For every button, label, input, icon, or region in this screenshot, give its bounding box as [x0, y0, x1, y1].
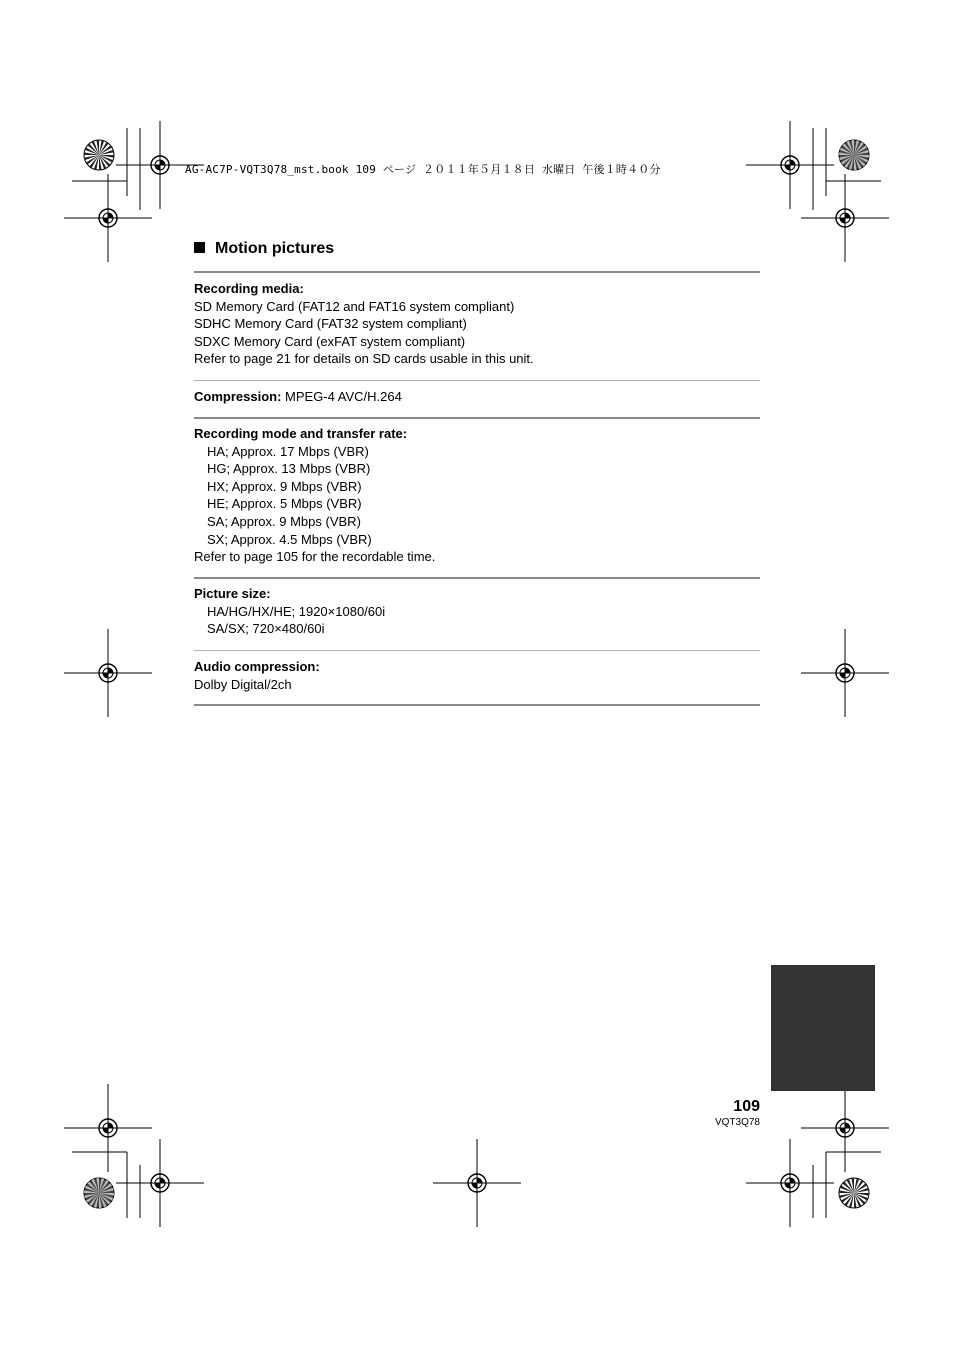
crosshair-target-icon [746, 1139, 834, 1227]
crosshair-target-icon [746, 121, 834, 209]
spec-item: SA; Approx. 9 Mbps (VBR) [207, 513, 361, 529]
spec-picture-size [194, 585, 760, 638]
spec-line: Refer to page 21 for details on SD cards usable in this unit. [194, 351, 534, 367]
spec-value: MPEG-4 AVC/H.264 [281, 389, 402, 404]
divider [194, 271, 760, 273]
crosshair-target-icon [801, 1084, 889, 1172]
starburst-wheel-icon [839, 1178, 869, 1208]
crosshair-target-icon [433, 1139, 521, 1227]
section-title: Motion pictures [215, 240, 335, 257]
spec-label: Compression: [194, 389, 282, 404]
spec-label: Recording mode and transfer rate: [194, 426, 408, 441]
spec-item: SA/SX; 720×480/60i [207, 621, 325, 637]
crosshair-target-icon [64, 174, 152, 262]
crosshair-target-icon [64, 629, 152, 717]
starburst-wheel-icon [84, 140, 114, 170]
spec-label: Audio compression: [194, 659, 320, 674]
spec-item: SX; Approx. 4.5 Mbps (VBR) [207, 531, 372, 547]
spec-item: HX; Approx. 9 Mbps (VBR) [207, 478, 362, 494]
divider [194, 417, 760, 419]
square-bullet-icon [194, 242, 205, 253]
crosshair-target-icon [116, 1139, 204, 1227]
divider [194, 577, 760, 579]
doc-code: VQT3Q78 [714, 1117, 760, 1128]
crosshair-target-icon [64, 1084, 152, 1172]
spec-label: Picture size: [194, 586, 271, 601]
crosshair-target-icon [801, 629, 889, 717]
spec-line: SD Memory Card (FAT12 and FAT16 system compliant) [194, 298, 515, 314]
crosshair-target-icon [801, 174, 889, 262]
print-header: AG-AC7P-VQT3Q78_mst.book 109 ページ ２０１１年５月１８日 水曜日 午後１時４０分 [185, 163, 661, 176]
divider [194, 650, 760, 651]
spec-line: SDHC Memory Card (FAT32 system compliant) [194, 316, 467, 332]
spec-note: Refer to page 105 for the recordable time. [194, 549, 436, 565]
spec-item: HA/HG/HX/HE; 1920×1080/60i [207, 603, 386, 619]
page-number: 109 [733, 1098, 760, 1115]
starburst-wheel-icon [839, 140, 869, 170]
spec-line: SDXC Memory Card (exFAT system compliant) [194, 333, 466, 349]
spec-compression [194, 388, 760, 406]
spec-recording-mode [194, 425, 760, 566]
section-heading [194, 240, 334, 258]
starburst-wheel-icon [84, 1178, 114, 1208]
divider [194, 380, 760, 381]
spec-item: HA; Approx. 17 Mbps (VBR) [207, 443, 369, 459]
divider [194, 704, 760, 706]
spec-item: HE; Approx. 5 Mbps (VBR) [207, 496, 362, 512]
section-tab-block [771, 965, 875, 1091]
spec-audio-compression [194, 658, 760, 693]
spec-recording-media [194, 280, 760, 368]
spec-item: HG; Approx. 13 Mbps (VBR) [207, 461, 371, 477]
spec-value: Dolby Digital/2ch [194, 676, 292, 692]
spec-label: Recording media: [194, 281, 304, 296]
